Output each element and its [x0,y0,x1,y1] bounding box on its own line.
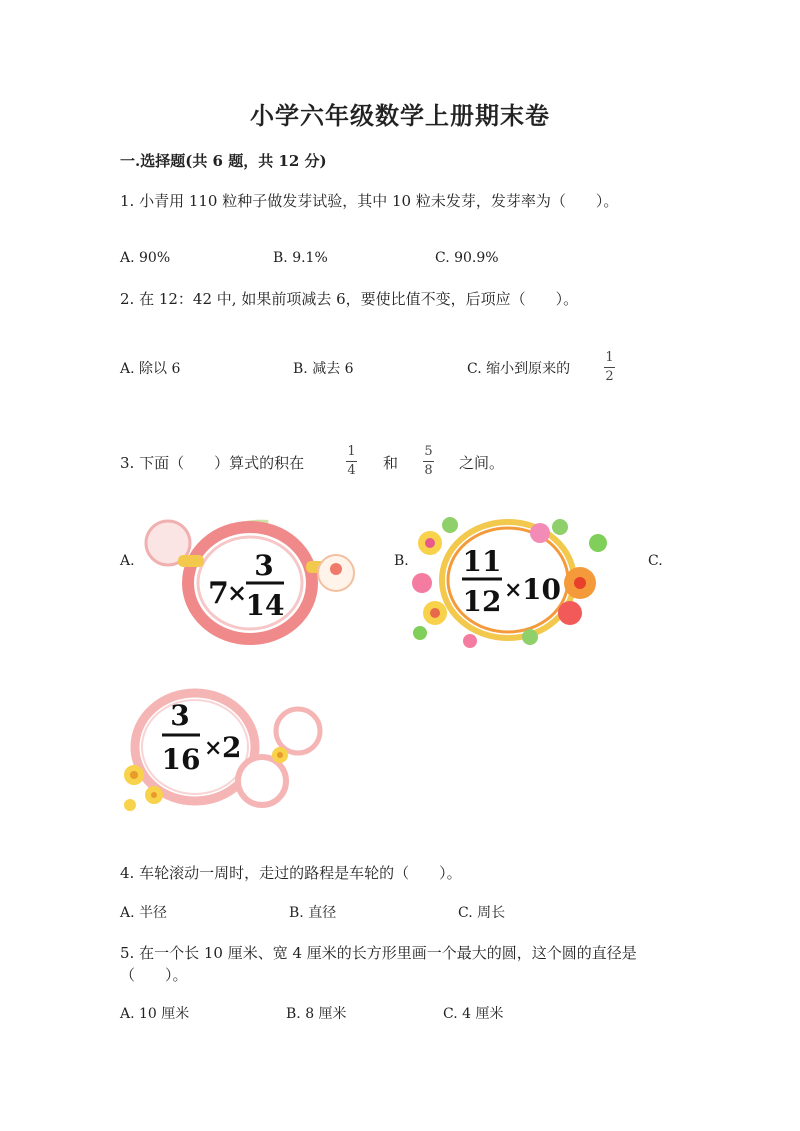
question-4-option-b[interactable]: B. 直径 [289,905,337,921]
question-2-option-c[interactable]: C. 缩小到原来的 [467,361,571,377]
question-3-and: 和 [383,454,399,472]
question-2-option-a[interactable]: A. 除以 6 [120,361,181,377]
question-4-option-a[interactable]: A. 半径 [120,905,168,921]
question-1-option-b[interactable]: B. 9.1% [273,250,328,266]
svg-text:×: × [204,735,223,761]
svg-text:2: 2 [222,731,242,764]
question-4-option-c[interactable]: C. 周长 [458,905,506,921]
question-3-option-b[interactable]: B. [394,553,409,569]
question-3-tail: 之间。 [459,454,505,472]
question-3-text: 3. 下面（ ）算式的积在 [120,454,305,472]
fraction-one-quarter: 1 4 [347,444,356,478]
svg-text:10: 10 [522,573,561,606]
question-5-option-c[interactable]: C. 4 厘米 [443,1006,504,1022]
svg-text:×: × [504,577,523,603]
question-2-option-b[interactable]: B. 减去 6 [293,361,354,377]
svg-text:7: 7 [208,576,229,611]
svg-text:16: 16 [161,743,201,776]
expression-image-b[interactable] [410,513,610,648]
fraction-one-half: 1 2 [605,350,614,384]
svg-text:12: 12 [462,585,502,618]
svg-text:×: × [227,578,248,607]
fraction-five-eighths: 5 8 [424,444,433,478]
question-1-text: 1. 小青用 110 粒种子做发芽试验，其中 10 粒未发芽，发芽率为（ ）。 [120,192,619,210]
question-5-option-b[interactable]: B. 8 厘米 [286,1006,347,1022]
question-3-option-a[interactable]: A. [120,553,135,569]
flower-icon [330,563,342,575]
question-5-option-a[interactable]: A. 10 厘米 [120,1006,190,1022]
question-5-text-continued: （ ）。 [120,966,188,984]
question-3-option-c[interactable]: C. [648,553,663,569]
svg-text:11: 11 [462,545,502,578]
question-2-text: 2. 在 12：42 中, 如果前项减去 6，要使比值不变，后项应（ ）。 [120,290,579,308]
question-5-text: 5. 在一个长 10 厘米、宽 4 厘米的长方形里画一个最大的圆，这个圆的直径是 [120,944,637,962]
question-1-option-a[interactable]: A. 90% [120,250,171,266]
svg-text:3: 3 [254,549,274,582]
expression-image-c[interactable] [120,685,325,817]
question-4-text: 4. 车轮滚动一周时，走过的路程是车轮的（ ）。 [120,864,462,882]
page-title: 小学六年级数学上册期末卷 [250,101,550,130]
svg-text:3: 3 [170,699,190,732]
question-1-option-c[interactable]: C. 90.9% [435,250,499,266]
expression-image-a[interactable] [138,515,363,645]
section-heading: 一.选择题(共 6 题，共 12 分) [120,152,327,170]
svg-text:14: 14 [245,589,285,622]
